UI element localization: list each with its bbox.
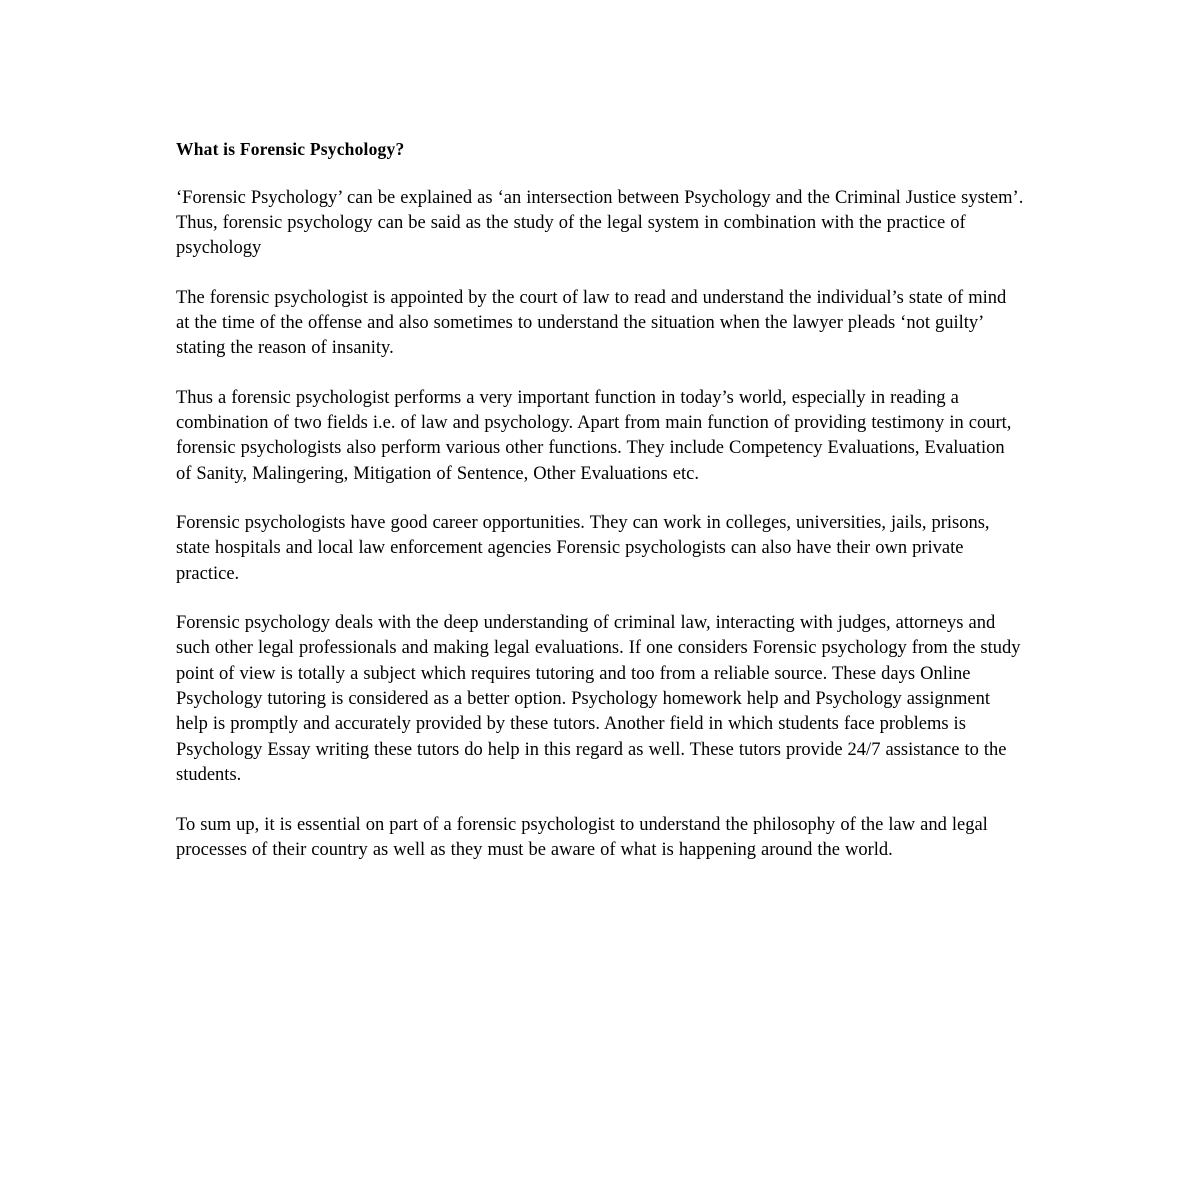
- paragraph-5: Forensic psychology deals with the deep understanding of criminal law, interacting with judges, attorneys and such other legal professionals and making legal evaluations. If one considers Forensic psychology from the study point of view is totally a subject which requires tutoring and too from a reliable source. These days Online Psychology tutoring is considered as a better option. Psychology homework help and Psychology assignment help is promptly and accurately provided by these tutors. Another field in which students face problems is Psychology Essay writing these tutors do help in this regard as well. These tutors provide 24/7 assistance to the students.: [176, 613, 1021, 786]
- paragraph-3: Thus a forensic psychologist performs a very important function in today’s world, especially in reading a combination of two fields i.e. of law and psychology. Apart from main function of providing testimony in court, forensic psychologists also perform various other functions. They include Competency Evaluations, Evaluation of Sanity, Malingering, Mitigation of Sentence, Other Evaluations etc.: [176, 387, 1012, 484]
- paragraph-6: To sum up, it is essential on part of a forensic psychologist to understand the philosophy of the law and legal processes of their country as well as they must be aware of what is happening around the world.: [176, 814, 988, 860]
- paragraph-2: The forensic psychologist is appointed by the court of law to read and understand the individual’s state of mind at the time of the offense and also sometimes to understand the situation when the lawyer pleads ‘not guilty’ stating the reason of insanity.: [176, 287, 1007, 359]
- document-body: [176, 138, 1024, 863]
- paragraph-1: ‘Forensic Psychology’ can be explained as ‘an intersection between Psychology and the Criminal Justice system’. Thus, forensic psychology can be said as the study of the legal system in combination with the practice of psychology: [176, 187, 1024, 259]
- paragraph-4: Forensic psychologists have good career opportunities. They can work in colleges, universities, jails, prisons, state hospitals and local law enforcement agencies Forensic psychologists can also have their own private practice.: [176, 513, 990, 584]
- page-title: What is Forensic Psychology?: [176, 139, 405, 159]
